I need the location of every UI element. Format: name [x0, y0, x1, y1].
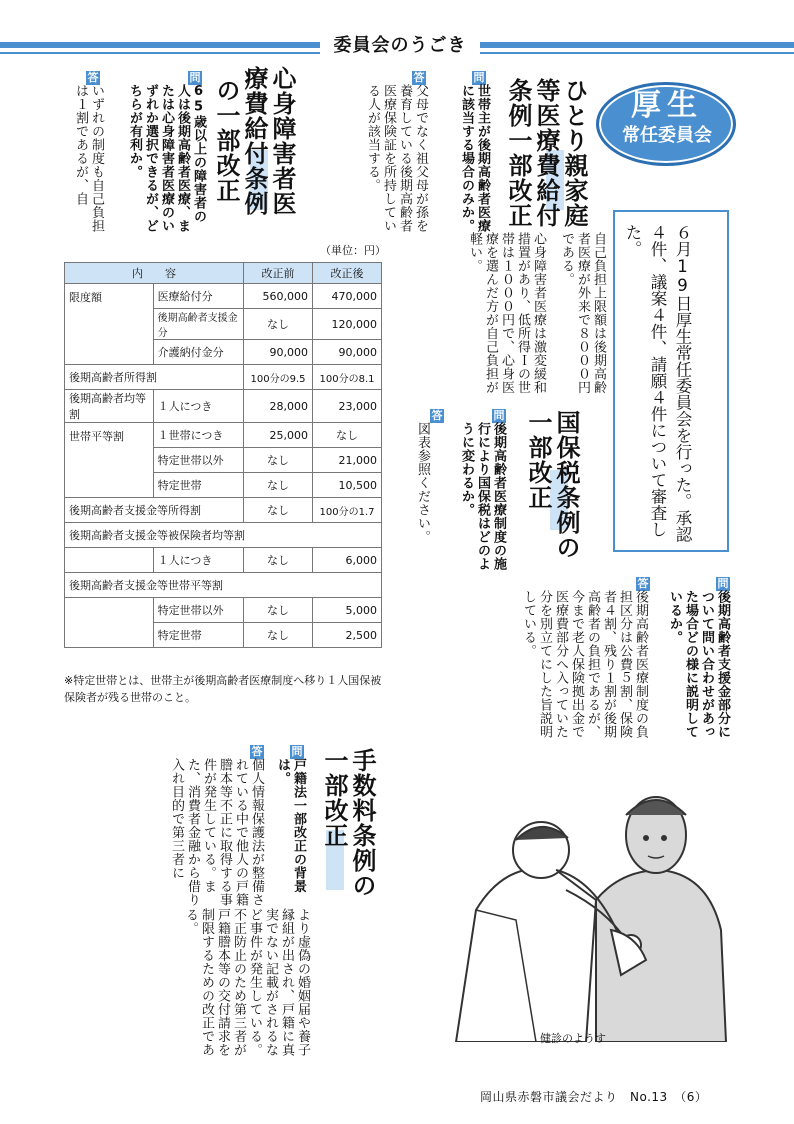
question-mark: 問: [717, 577, 729, 590]
table-cell: 90,000: [244, 340, 313, 365]
table-cell: 100分の1.7: [313, 498, 382, 523]
tax-table: [64, 262, 382, 648]
table-cell: 23,000: [313, 390, 382, 423]
question-text-shinshin: 65歳以上の障害者の人は後期高齢者医療、または心身障害者医療のいずれか選択できるが、どちらが有利か。: [127, 84, 206, 233]
table-cell: 世帯平等割: [65, 423, 154, 498]
section-heading-tesuryo-2: 一部改正: [320, 748, 348, 848]
answer-text-shinshin: いずれの制度も自己負担は１割であるが、自: [73, 84, 104, 233]
answer-text-kokuho-2: 後期高齢者医療制度の負担区分は公費５割、保険者４割、残り１割が後期高齢者の負担であるが、今まで老人保険拠出金で医療費部分へ入っていた分を別立てにした旨説明している。: [521, 590, 648, 739]
table-note: ※特定世帯とは、世帯主が後期高齢者医療制度へ移り１人国保被保険者が残る世帯のこと。: [64, 674, 382, 704]
page-header-title: 委員会のうごき: [320, 33, 480, 59]
table-cell: 特定世帯以外: [153, 448, 243, 473]
table-cell: １人につき: [153, 390, 243, 423]
table-cell: 限度額: [65, 284, 154, 365]
table-cell: 特定世帯: [153, 623, 243, 648]
table-cell: 特定世帯: [153, 473, 243, 498]
question-text-hitori: 世帯主が後期高齢者医療に該当する場合のみか。: [459, 84, 490, 233]
answer-mark: 答: [87, 71, 99, 84]
question-text-kokuho-2: 後期高齢者支援金部分について問い合わせがあった場合どの様に説明しているか。: [667, 590, 730, 739]
page-footer: 岡山県赤磐市議会だより No.13 （6）: [480, 1090, 708, 1104]
question-text-tesuryo: 戸籍法一部改正の背景は。: [275, 758, 306, 893]
question-mark: 問: [493, 409, 505, 422]
table-cell: 介護納付金分: [153, 340, 243, 365]
table-unit: （単位：円）: [320, 244, 386, 257]
hitori-extra-2: 心身障害者医療は激変緩和措置があり、低所得Ｉの世帯は１０００円で、心身医療を選んだ方が自己負担が軽い。: [467, 232, 546, 394]
table-cell: 21,000: [313, 448, 382, 473]
table-cell: 100分の9.5: [244, 365, 313, 390]
health-checkup-illustration: [446, 760, 736, 1042]
question-mark: 問: [291, 745, 303, 758]
section-heading-hitori-1: ひとり親家庭: [560, 78, 588, 228]
table-cell: １世帯につき: [153, 423, 243, 448]
table-cell: 後期高齢者支援金分: [153, 309, 243, 340]
table-cell: 2,500: [313, 623, 382, 648]
table-cell: なし: [244, 498, 313, 523]
table-row: [65, 365, 382, 390]
table-header-row: [65, 263, 382, 284]
table-cell: 120,000: [313, 309, 382, 340]
section-heading-shinshin-3: の一部改正: [212, 78, 240, 203]
table-header: 改正前: [244, 263, 313, 284]
answer-mark: 答: [251, 745, 263, 758]
table-row: [65, 498, 382, 523]
table-cell: 28,000: [244, 390, 313, 423]
table-cell: 90,000: [313, 340, 382, 365]
illustration-caption: 健診のようす: [540, 1032, 606, 1045]
section-heading-tesuryo-1: 手数料条例の: [348, 748, 376, 898]
table-cell: 560,000: [244, 284, 313, 309]
answer-mark: 答: [413, 71, 425, 84]
table-cell: 医療給付分: [153, 284, 243, 309]
table-cell: [65, 598, 154, 648]
section-heading-shinshin-1: 心身障害者医: [268, 66, 296, 216]
table-row: [65, 423, 382, 448]
table-cell: なし: [244, 623, 313, 648]
table-cell: なし: [244, 548, 313, 573]
table-cell: 25,000: [244, 423, 313, 448]
hitori-extra-1: 自己負担上限額は後期高齢者医療が外来で８０００円である。: [559, 232, 606, 394]
table-cell: １人につき: [153, 548, 243, 573]
table-cell: なし: [244, 448, 313, 473]
table-cell: 5,000: [313, 598, 382, 623]
table-cell: 後期高齢者支援金等被保険者均等割: [65, 523, 382, 548]
question-text-kokuho: 後期高齢者医療制度の施行により国保税はどのように変わるか。: [459, 422, 506, 571]
table-header: 改正後: [313, 263, 382, 284]
table-cell: なし: [313, 423, 382, 448]
table-row: [65, 390, 382, 423]
table-cell: 10,500: [313, 473, 382, 498]
answer-text-hitori: 父母でなく祖父母が孫を養育している後期高齢者医療保険証を所持している人が該当する。: [365, 84, 428, 233]
table-cell: なし: [244, 598, 313, 623]
table-cell: [65, 548, 154, 573]
section-heading-hitori-2: 等医療費給付: [532, 78, 560, 228]
table-cell: なし: [244, 309, 313, 340]
answer-text-tesuryo: 個人情報保護法が整備されている中で他人の戸籍謄本等不正に取得する事件が発生している。また、消費者金融から借り入れ目的で第三者に: [169, 758, 264, 907]
table-cell: 後期高齢者所得割: [65, 365, 244, 390]
question-mark: 問: [473, 71, 485, 84]
table-header: 内 容: [65, 263, 244, 284]
section-heading-hitori-3: 条例一部改正: [504, 78, 532, 228]
answer-text-tesuryo-cont: より虚偽の婚姻届や養子縁組が出され、戸籍に真実でない記載がされるなど事件が発生している。不正防止のため第三者が戸籍謄本等の交付請求を制限するための改正である。: [183, 908, 310, 1057]
section-heading-kokuho-1: 国保税条例の: [552, 410, 580, 560]
intro-text: ６月19日厚生常任委員会を行った。承認４件、議案４件、請願４件について審査した。: [623, 224, 692, 543]
committee-badge-bottom: 常任委員会: [622, 125, 712, 146]
table-cell: 後期高齢者支援金等所得割: [65, 498, 244, 523]
table-row: [65, 523, 382, 548]
table-cell: 後期高齢者支援金等世帯平等割: [65, 573, 382, 598]
table-cell: 後期高齢者均等割: [65, 390, 154, 423]
table-cell: 100分の8.1: [313, 365, 382, 390]
table-cell: 特定世帯以外: [153, 598, 243, 623]
question-mark: 問: [189, 71, 201, 84]
section-heading-kokuho-2: 一部改正: [524, 410, 552, 510]
table-cell: 470,000: [313, 284, 382, 309]
table-row: [65, 284, 382, 309]
answer-text-kokuho: 図表参照ください。: [415, 422, 430, 544]
answer-mark: 答: [431, 409, 443, 422]
table-row: [65, 548, 382, 573]
answer-mark: 答: [637, 577, 649, 590]
table-row: [65, 598, 382, 623]
table-row: [65, 573, 382, 598]
committee-badge-top: 厚生: [631, 88, 703, 123]
table-cell: なし: [244, 473, 313, 498]
section-heading-shinshin-2: 療費給付条例: [240, 66, 268, 216]
table-cell: 6,000: [313, 548, 382, 573]
